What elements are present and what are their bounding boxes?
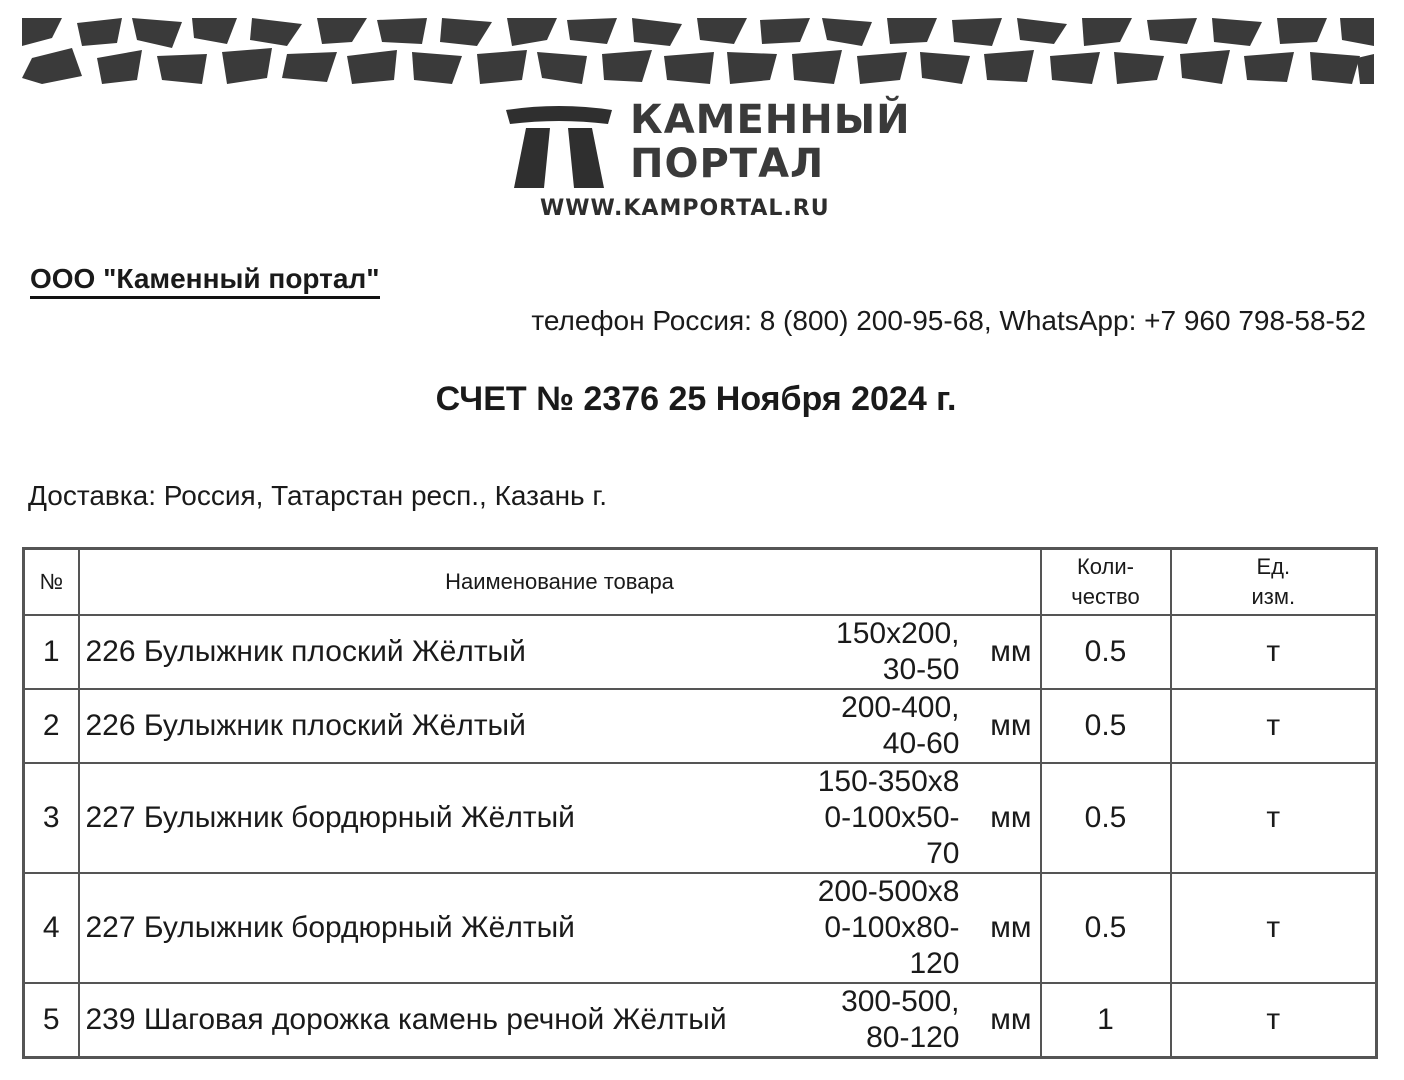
row-unit: т <box>1171 873 1377 983</box>
brand-name <box>630 98 911 186</box>
row-size-unit: мм <box>990 801 1032 834</box>
table-row <box>24 983 1377 1058</box>
row-num: 4 <box>24 873 79 983</box>
row-name-cell <box>79 983 1041 1058</box>
row-name-cell <box>79 763 1041 873</box>
row-name: 227 Булыжник бордюрный Жёлтый <box>85 801 575 834</box>
header-unit: Ед. изм. <box>1171 549 1377 616</box>
table-row <box>24 763 1377 873</box>
row-num: 5 <box>24 983 79 1058</box>
row-name: 226 Булыжник плоский Жёлтый <box>85 709 526 742</box>
company-logo <box>500 96 911 226</box>
company-name: ООО "Каменный портал" <box>30 262 380 299</box>
items-table <box>22 547 1378 1059</box>
row-qty: 0.5 <box>1041 689 1171 763</box>
row-name: 227 Булыжник бордюрный Жёлтый <box>85 911 575 944</box>
row-qty: 0.5 <box>1041 873 1171 983</box>
row-size-unit: мм <box>990 709 1032 742</box>
header-qty: Коли- чество <box>1041 549 1171 616</box>
row-num: 1 <box>24 615 79 689</box>
row-size: 200-400, 40-60 <box>841 691 960 760</box>
row-unit: т <box>1171 983 1377 1058</box>
stone-mosaic-banner <box>22 18 1374 84</box>
row-name-cell <box>79 873 1041 983</box>
brand-name-line2: ПОРТАЛ <box>630 141 825 187</box>
row-size: 300-500, 80-120 <box>841 985 960 1054</box>
row-name-cell <box>79 615 1041 689</box>
row-size-unit: мм <box>990 635 1032 668</box>
row-unit: т <box>1171 763 1377 873</box>
row-name: 226 Булыжник плоский Жёлтый <box>85 635 526 668</box>
brand-url: WWW.KAMPORTAL.RU <box>540 196 830 221</box>
row-size-unit: мм <box>990 911 1032 944</box>
row-num: 3 <box>24 763 79 873</box>
header-name: Наименование товара <box>79 549 1041 616</box>
row-name-cell <box>79 689 1041 763</box>
row-unit: т <box>1171 689 1377 763</box>
row-unit: т <box>1171 615 1377 689</box>
row-name: 239 Шаговая дорожка камень речной Жёлтый <box>85 1003 727 1036</box>
invoice-title: СЧЕТ № 2376 25 Ноября 2024 г. <box>435 380 957 418</box>
header-num: № <box>24 549 79 616</box>
row-size: 150x200, 30-50 <box>836 617 960 686</box>
row-size: 200-500x8 0-100x80- 120 <box>817 875 960 980</box>
delivery-address: Доставка: Россия, Татарстан респ., Казань г. <box>28 480 607 511</box>
table-row <box>24 615 1377 689</box>
row-qty: 0.5 <box>1041 763 1171 873</box>
row-num: 2 <box>24 689 79 763</box>
portal-gate-icon <box>504 102 614 192</box>
row-size: 150-350x8 0-100x50- 70 <box>817 765 960 870</box>
table-row <box>24 873 1377 983</box>
contact-phones: телефон Россия: 8 (800) 200-95-68, WhatsApp: +7 960 798-58-52 <box>531 305 1366 336</box>
row-qty: 0.5 <box>1041 615 1171 689</box>
row-size-unit: мм <box>990 1003 1032 1036</box>
table-header-row <box>24 549 1377 616</box>
row-qty: 1 <box>1041 983 1171 1058</box>
brand-name-line1: КАМЕННЫЙ <box>630 97 911 143</box>
table-row <box>24 689 1377 763</box>
